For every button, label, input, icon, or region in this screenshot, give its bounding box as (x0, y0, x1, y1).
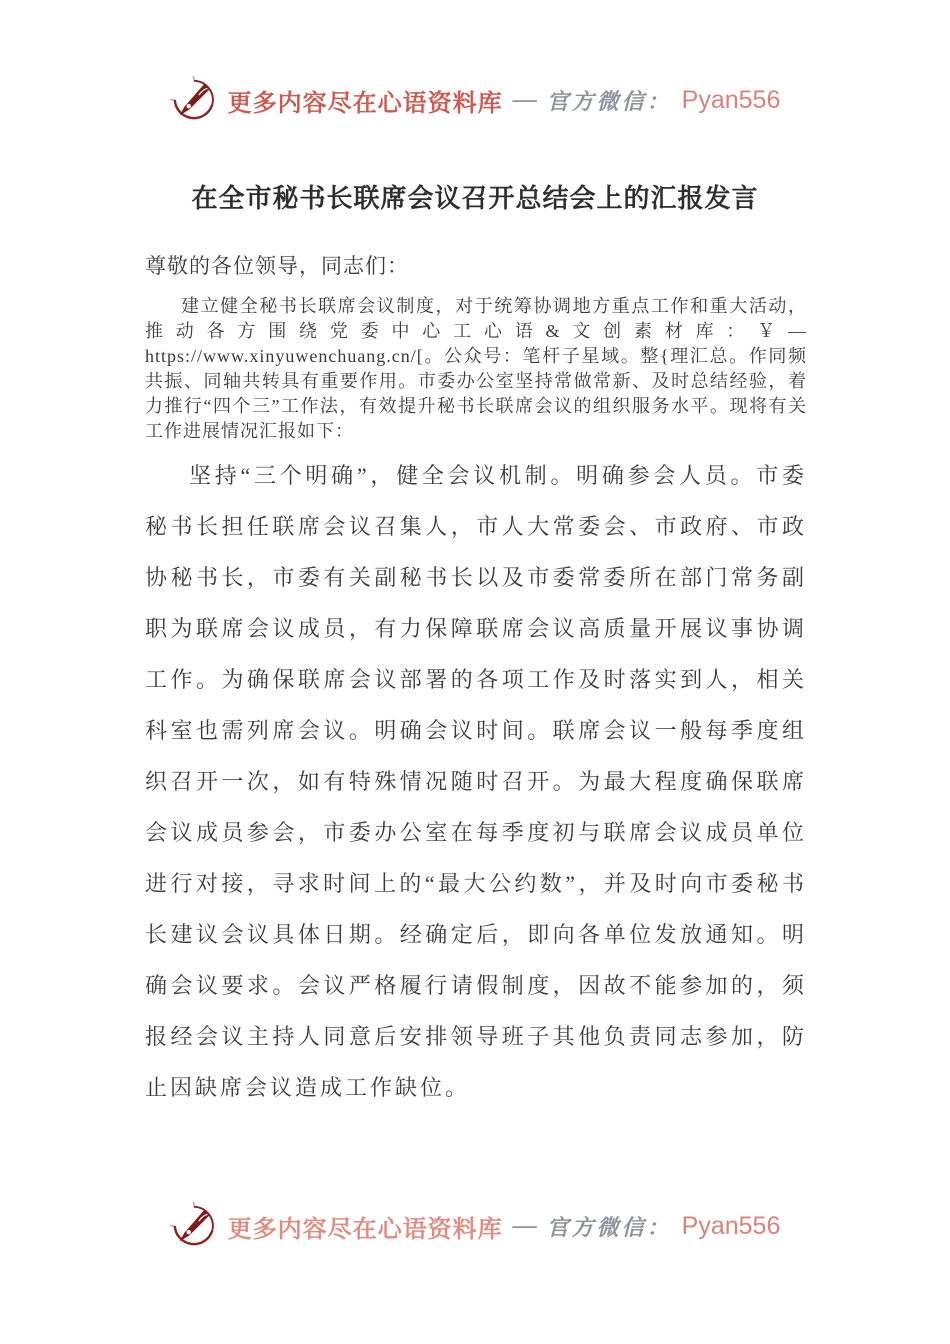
pen-emblem-icon (170, 76, 218, 124)
header-dash: — (512, 86, 537, 113)
footer-brand-text: 更多内容尽在心语资料库 (227, 1216, 503, 1243)
pen-emblem-icon (170, 1202, 218, 1250)
footer-dash: — (512, 1212, 537, 1239)
header-brand-text: 更多内容尽在心语资料库 (227, 90, 503, 117)
header-wechat-label: 官方微信： (546, 88, 672, 114)
document-body (145, 250, 807, 1113)
footer-wechat-id: Pyan556 (681, 1211, 781, 1240)
intro-paragraph: 建立健全秘书长联席会议制度，对于统筹协调地方重点工作和重大活动，推动各方围绕党委中心工心语&文创素材库：￥—https://www.xinyuwenchuang.cn/[。公众号：笔杆子星域。整{理汇总。作同频共振、同轴共转具有重要作用。市委办公室坚持常做常新、及时总结经验，着力推行“四个三”工作法，有效提升秘书长联席会议的组织服务水平。现将有关工作进展情况汇报如下： (145, 296, 807, 441)
greeting-line: 尊敬的各位领导，同志们： (145, 254, 409, 278)
document-title: 在全市秘书长联席会议召开总结会上的汇报发言 (191, 184, 759, 213)
header-wechat-id: Pyan556 (681, 85, 781, 114)
body-paragraph: 坚持“三个明确”，健全会议机制。明确参会人员。市委秘书长担任联席会议召集人，市人大常委会、市政府、市政协秘书长，市委有关副秘书长以及市委常委所在部门常务副职为联席会议成员，有力保障联席会议高质量开展议事协调工作。为确保联席会议部署的各项工作及时落实到人，相关科室也需列席会议。明确会议时间。联席会议一般每季度组织召开一次，如有特殊情况随时召开。为最大程度确保联席会议成员参会，市委办公室在每季度初与联席会议成员单位进行对接，寻求时间上的“最大公约数”，并及时向市委秘书长建议会议具体日期。经确定后，即向各单位发放通知。明确会议要求。会议严格履行请假制度，因故不能参加的，须报经会议主持人同意后安排领导班子其他负责同志参加，防止因缺席会议造成工作缺位。 (145, 463, 807, 1100)
footer-watermark (0, 1202, 950, 1250)
footer-wechat-label: 官方微信： (546, 1214, 672, 1240)
header-watermark (0, 76, 950, 124)
